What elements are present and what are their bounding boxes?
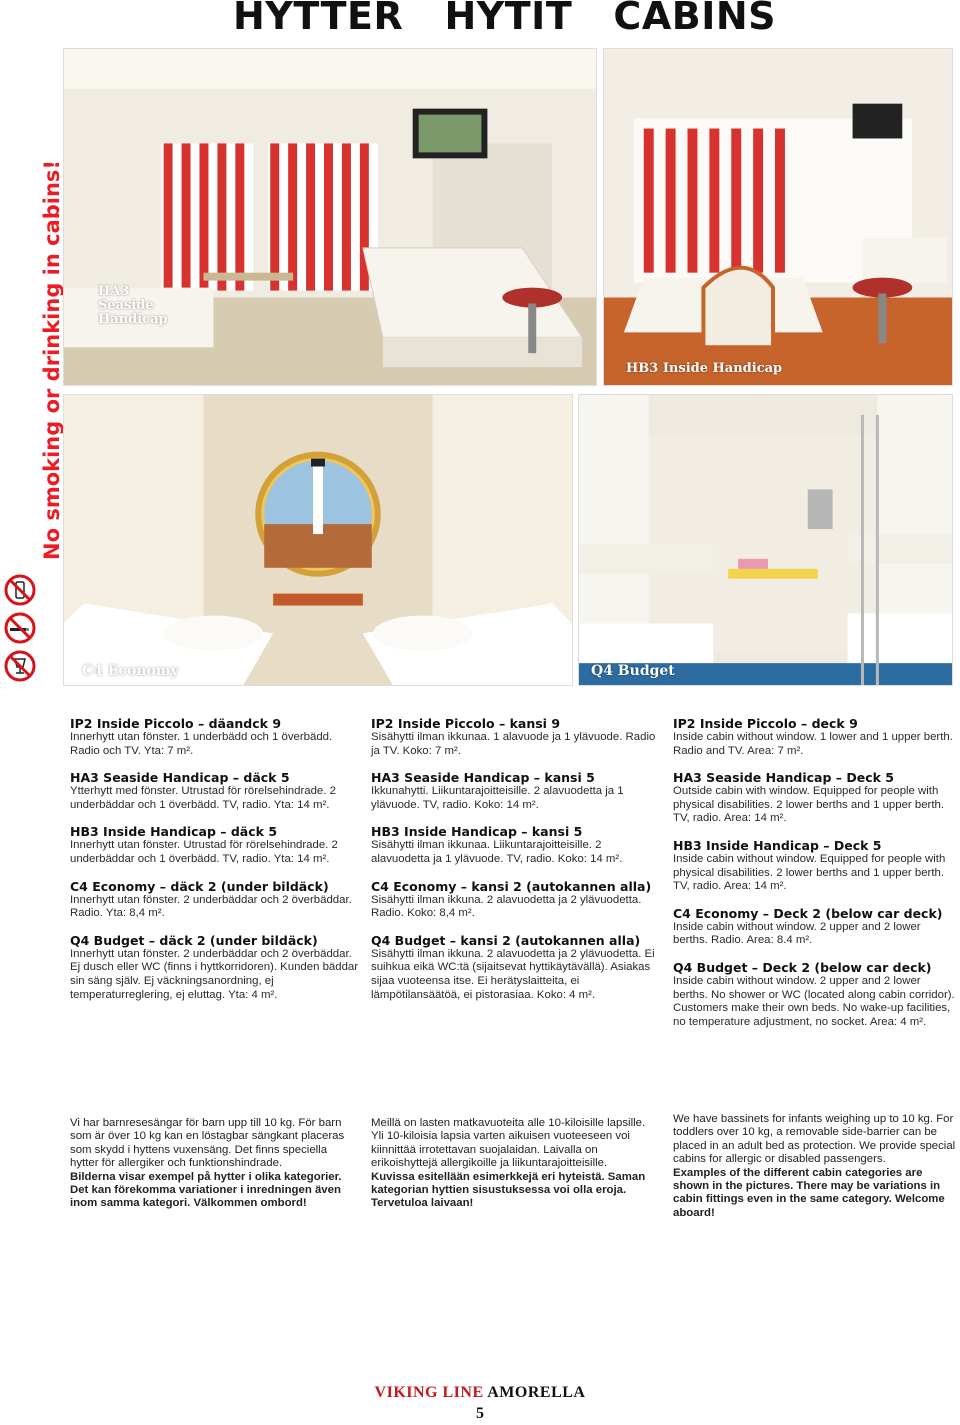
cabin-info-ip2 <box>371 716 661 758</box>
cabin-info-q4 <box>70 933 360 1002</box>
cabin-info-c4 <box>673 906 956 948</box>
cabin-info-ha3 <box>673 770 956 826</box>
cabin-heading: IP2 Inside Piccolo – däandck 9 <box>70 716 282 731</box>
photo-caption-q4: Q4 Budget <box>591 663 675 679</box>
footer-note-bold: Examples of the different cabin categories are shown in the pictures. There may be variations in cabin fittings even in the same category. Welcome aboard! <box>673 1166 945 1219</box>
photo-hb3-inside-handicap <box>603 48 953 386</box>
photo-c4-economy <box>63 394 573 686</box>
cabin-description: Inside cabin without window. 2 upper and 2 lower berths. No shower or WC (located along cabin corridor). Customers make their own beds. No wake-up facilities, no temperature adjustment, no socket. Area: 4 m². <box>673 974 955 1028</box>
cabin-heading: C4 Economy – däck 2 (under bildäck) <box>70 878 329 894</box>
cabin-description: Sisähytti ilman ikkuna. 2 alavuodetta ja 2 ylävuodetta. Ei suihkua eikä WC:tä (sijaitsevat hyttikäytävällä). Asiakas sijaa vuoteensa itse. Ei herätyslaitteita, ei lämpötilansäätöä, ei pistorasiaa. Koko: 4 m². <box>371 947 655 1001</box>
ship-name: AMORELLA <box>487 1384 586 1401</box>
cabin-info-ha3 <box>70 770 360 812</box>
cabin-description: Ytterhytt med fönster. Utrustad för rörelsehindrade. 2 underbäddar och 1 överbädd. TV, radio. Yta: 14 m². <box>70 785 336 811</box>
no-drinking-sign-icon <box>4 650 36 682</box>
photo-caption-hb3: HB3 Inside Handicap <box>626 361 783 376</box>
footer-note-english <box>673 1113 956 1220</box>
brand-wordmark <box>0 1384 960 1402</box>
footer-note-bold: Bilderna visar exempel på hytter i olika kategorier. Det kan förekomma variationer i inredningen även inom samma kategori. Välkommen ombord! <box>70 1170 342 1210</box>
column-english <box>673 716 956 1041</box>
cabin-description: Inside cabin without window. Equipped for people with physical disabilities. 2 lower berths and 1 upper berth. TV, radio. Area: 14 m². <box>673 852 946 893</box>
cabin-heading: HA3 Seaside Handicap – däck 5 <box>70 770 290 786</box>
cabin-description: Innerhytt utan fönster. Utrustad för rörelsehindrade. 2 underbäddar och 1 överbädd. TV, radio. Yta: 14 m². <box>70 839 338 865</box>
cabin-description: Innerhytt utan fönster. 2 underbäddar och 2 överbäddar. Ej dusch eller WC (finns i hyttkorridoren). Kunden bäddar sin säng själv. Ej väckningsanordning, ej temperaturreglering, ej eluttag. Yta: 4 m². <box>70 947 359 1001</box>
cabin-info-ha3 <box>371 770 661 812</box>
page-title: HYTTER HYTIT CABINS <box>233 0 776 38</box>
cabin-heading: HB3 Inside Handicap – kansi 5 <box>371 824 583 840</box>
cabin-info-c4 <box>371 879 661 921</box>
cabin-description: Sisähytti ilman ikkuna. 2 alavuodetta ja 2 ylävuodetta. Radio. Koko: 8,4 m². <box>371 893 642 920</box>
page-number: 5 <box>476 1405 484 1422</box>
footer-note-text: We have bassinets for infants weighing up to 10 kg. For toddlers over 10 kg, a removable side-barrier can be placed in an adult bed as protection. We provide special cabins for allergic or disabled passengers. <box>673 1113 956 1166</box>
cabin-heading: C4 Economy – Deck 2 (below car deck) <box>673 905 943 921</box>
cabin-heading: Q4 Budget – kansi 2 (autokannen alla) <box>371 932 641 948</box>
photo-ha3-seaside-handicap <box>63 48 597 386</box>
footer-note-text: Meillä on lasten matkavuoteita alle 10-kiloisille lapsille. Yli 10-kiloisia lapsia varten aikuisen vuoteeseen voi kiinnittää irrotettavan suojalaidan. Laivalla on erikoishyttejä allergikoille ja liikuntarajoitteisille. <box>371 1117 646 1170</box>
footer-note-text: Vi har barnresesängar för barn upp till 10 kg. För barn som är över 10 kg kan en löstagbar sängkant placeras som skydd i hyttens vuxensäng. Det finns speciella hytter för allergiker och funktionshindrade. <box>70 1117 345 1170</box>
photo-caption-c4: C4 Economy <box>82 663 179 679</box>
cabin-heading: HB3 Inside Handicap – däck 5 <box>70 824 278 840</box>
cabin-info-q4 <box>371 933 661 1002</box>
column-swedish <box>70 716 360 1014</box>
cabin-heading: IP2 Inside Piccolo – deck 9 <box>673 716 858 731</box>
footer-note-finnish <box>371 1117 656 1211</box>
cabin-heading: IP2 Inside Piccolo – kansi 9 <box>371 716 561 731</box>
cabin-heading: Q4 Budget – däck 2 (under bildäck) <box>70 932 318 948</box>
cabin-description: Inside cabin without window. 1 lower and 1 upper berth. Radio and TV. Area: 7 m². <box>673 731 953 757</box>
no-smoking-notice: No smoking or drinking in cabins! <box>40 159 64 560</box>
photo-caption-ha3: HA3 Seaside Handicap <box>98 284 168 327</box>
cabin-heading: HA3 Seaside Handicap – kansi 5 <box>371 770 595 786</box>
footer-note-swedish <box>70 1117 355 1211</box>
cabin-heading: HB3 Inside Handicap – Deck 5 <box>673 837 882 853</box>
cabin-info-ip2 <box>70 716 360 758</box>
no-smoking-sign-icon <box>4 612 36 644</box>
cabin-info-ip2 <box>673 716 956 758</box>
cabin-info-c4 <box>70 879 360 921</box>
cabin-description: Sisähytti ilman ikkunaa. 1 alavuode ja 1 ylävuode. Radio ja TV. Koko: 7 m². <box>371 731 656 757</box>
footer-note-bold: Kuvissa esitellään esimerkkejä eri hyteistä. Saman kategorian hyttien sisustuksessa voi olla eroja. Tervetuloa laivaan! <box>371 1170 646 1210</box>
cabin-description: Outside cabin with window. Equipped for people with physical disabilities. 2 lower berths and 1 upper berth. TV, radio. Area: 14 m². <box>673 785 944 825</box>
no-phone-sign-icon <box>4 574 36 606</box>
cabin-info-hb3 <box>673 838 956 894</box>
brand-name: VIKING LINE <box>374 1384 484 1401</box>
cabin-description: Inside cabin without window. 2 upper and 2 lower berths. Radio. Area: 8.4 m². <box>673 920 921 947</box>
cabin-description: Innerhytt utan fönster. 2 underbäddar och 2 överbäddar. Radio. Yta: 8,4 m². <box>70 893 352 920</box>
cabin-info-hb3 <box>70 824 360 866</box>
cabin-heading: Q4 Budget – Deck 2 (below car deck) <box>673 959 932 975</box>
column-finnish <box>371 716 661 1014</box>
cabin-heading: C4 Economy – kansi 2 (autokannen alla) <box>371 878 652 894</box>
cabin-description: Innerhytt utan fönster. 1 underbädd och 1 överbädd. Radio och TV. Yta: 7 m². <box>70 731 333 757</box>
cabin-info-hb3 <box>371 824 661 866</box>
cabin-info-q4 <box>673 960 956 1029</box>
cabin-description: Sisähytti ilman ikkunaa. Liikuntarajoitteisille. 2 alavuodetta ja 1 ylävuode. TV, radio. Koko: 14 m². <box>371 839 623 865</box>
cabin-description: Ikkunahytti. Liikuntarajoitteisille. 2 alavuodetta ja 1 ylävuode. TV, radio. Koko: 14 m². <box>371 785 624 811</box>
cabin-heading: HA3 Seaside Handicap – Deck 5 <box>673 770 895 786</box>
photo-q4-budget <box>578 394 953 686</box>
